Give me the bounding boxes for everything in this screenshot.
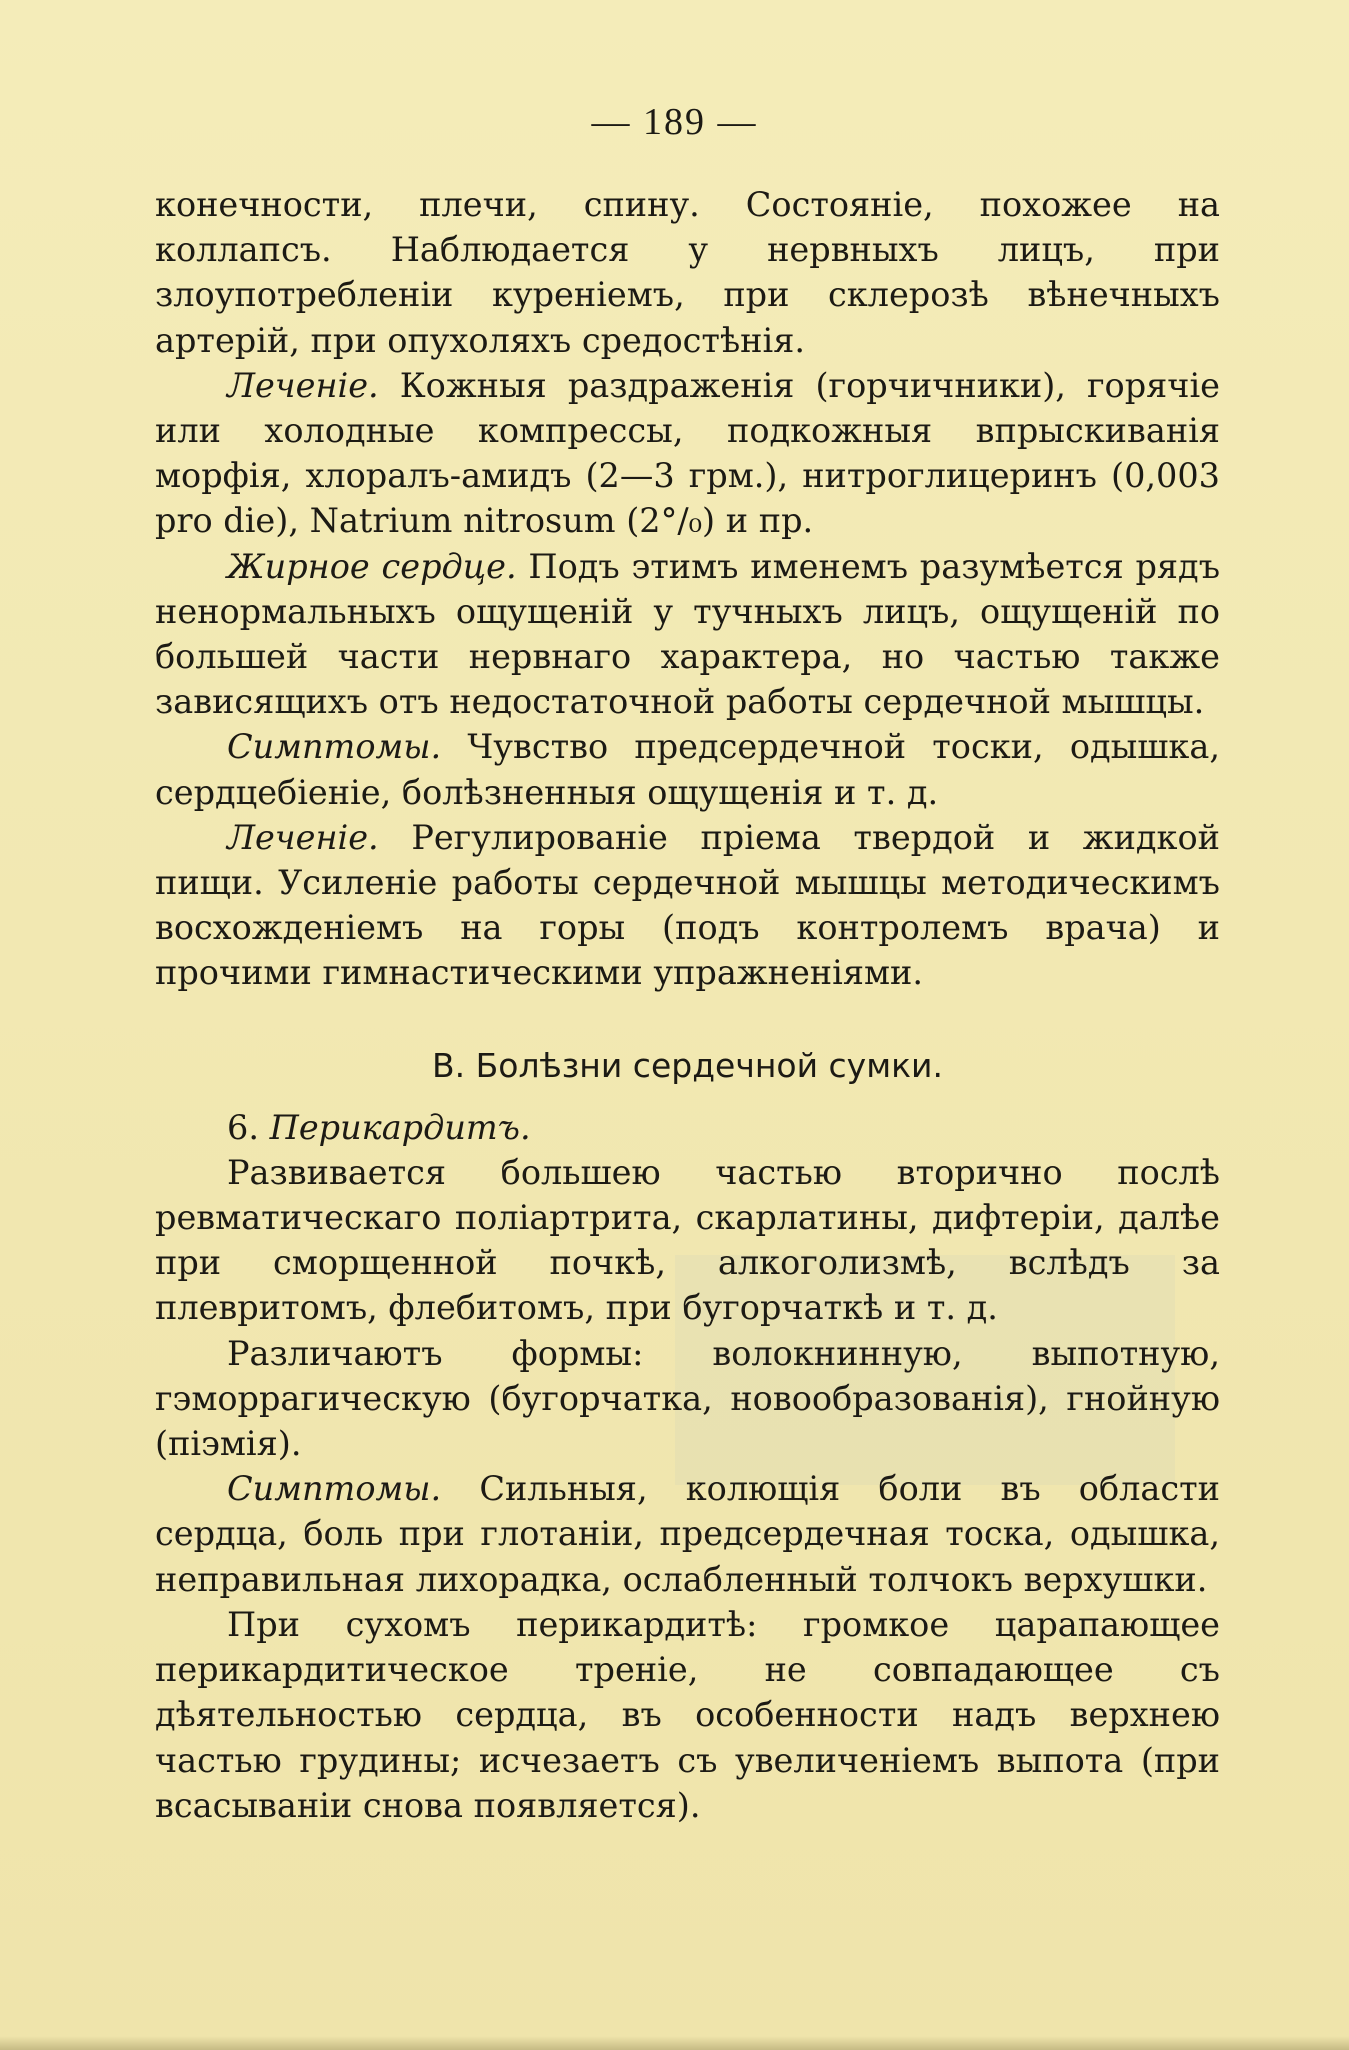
paragraph-text: Сильныя, колющiя боли въ области сердца, боль при глотанiи, предсердечная тоска, одышка, неправильная лихорадка, ослабленный толчокъ верхушки. bbox=[155, 1469, 1220, 1599]
paragraph bbox=[155, 1331, 1220, 1467]
section-heading: В. Болѣзни сердечной сумки. bbox=[432, 1045, 943, 1085]
paragraph bbox=[155, 724, 1220, 814]
paragraph bbox=[155, 815, 1220, 996]
page-number: — 189 — bbox=[591, 101, 758, 143]
paragraph-text: Кожныя раздраженiя (горчичники), горячiе или холодные компрессы, подкожныя впрыскиванiя морфiя, хлоралъ-амидъ (2—3 грм.), нитроглицеринъ (0,003 pro die), Natrium nitrosum (2°/₀) и пр. bbox=[155, 365, 1220, 541]
paragraph bbox=[155, 544, 1220, 725]
page-edge-shadow bbox=[0, 2036, 1349, 2050]
subsection-title: Перикардитъ. bbox=[269, 1107, 531, 1147]
subsection-number: 6. bbox=[227, 1107, 259, 1147]
paragraph bbox=[155, 363, 1220, 544]
paragraph-lead: Жирное сердце. bbox=[227, 546, 517, 586]
paragraph-lead: Симптомы. bbox=[227, 1469, 442, 1509]
subsection-heading bbox=[155, 1105, 1220, 1150]
page-body bbox=[155, 182, 1220, 1828]
paragraph-text: конечности, плечи, спину. Состоянiе, похожее на коллапсъ. Наблюдается у нервныхъ лицъ, при злоупотребленiи куренiемъ, при склерозѣ вѣнечныхъ артерiй, при опухоляхъ средостѣнiя. bbox=[155, 185, 1220, 360]
paragraph bbox=[155, 1466, 1220, 1602]
paragraph-text: При сухомъ перикардитѣ: громкое царапающее перикардитическое тренiе, не совпадающее съ дѣятельностью сердца, въ особенности надъ верхнею частью грудины; исчезаетъ съ увеличенiемъ выпота (при всасыванiи снова появляется). bbox=[155, 1604, 1220, 1825]
paragraph-text: Подъ этимъ именемъ разумѣется рядъ ненормальныхъ ощущенiй у тучныхъ лицъ, ощущенiй по большей части нервнаго характера, но частью также зависящихъ отъ недостаточной работы сердечной мышцы. bbox=[155, 546, 1221, 722]
paragraph bbox=[155, 1602, 1220, 1828]
paragraph-text: Развивается большею частью вторично послѣ ревматическаго полiартрита, скарлатины, дифтерiи, далѣе при сморщенной почкѣ, алкоголизмѣ, вслѣдъ за плевритомъ, флебитомъ, при бугорчаткѣ и т. д. bbox=[155, 1152, 1220, 1328]
paragraph bbox=[155, 1150, 1220, 1331]
paragraph-lead: Леченiе. bbox=[227, 817, 379, 857]
paragraph-lead: Леченiе. bbox=[227, 365, 379, 405]
paragraph bbox=[155, 182, 1220, 363]
paragraph-text: Чувство предсердечной тоски, одышка, сердцебiенiе, болѣзненныя ощущенiя и т. д. bbox=[155, 727, 1220, 812]
paragraph-text: Регулированiе прiема твердой и жидкой пищи. Усиленiе работы сердечной мышцы методическимъ восхожденiемъ на горы (подъ контролемъ врача) и прочими гимнастическими упражненiями. bbox=[155, 817, 1220, 993]
paragraph-lead: Симптомы. bbox=[227, 727, 442, 767]
paragraph-text: Различаютъ формы: волокнинную, выпотную, гэморрагическую (бугорчатка, новообразованiя), гнойную (пiэмiя). bbox=[155, 1333, 1220, 1464]
